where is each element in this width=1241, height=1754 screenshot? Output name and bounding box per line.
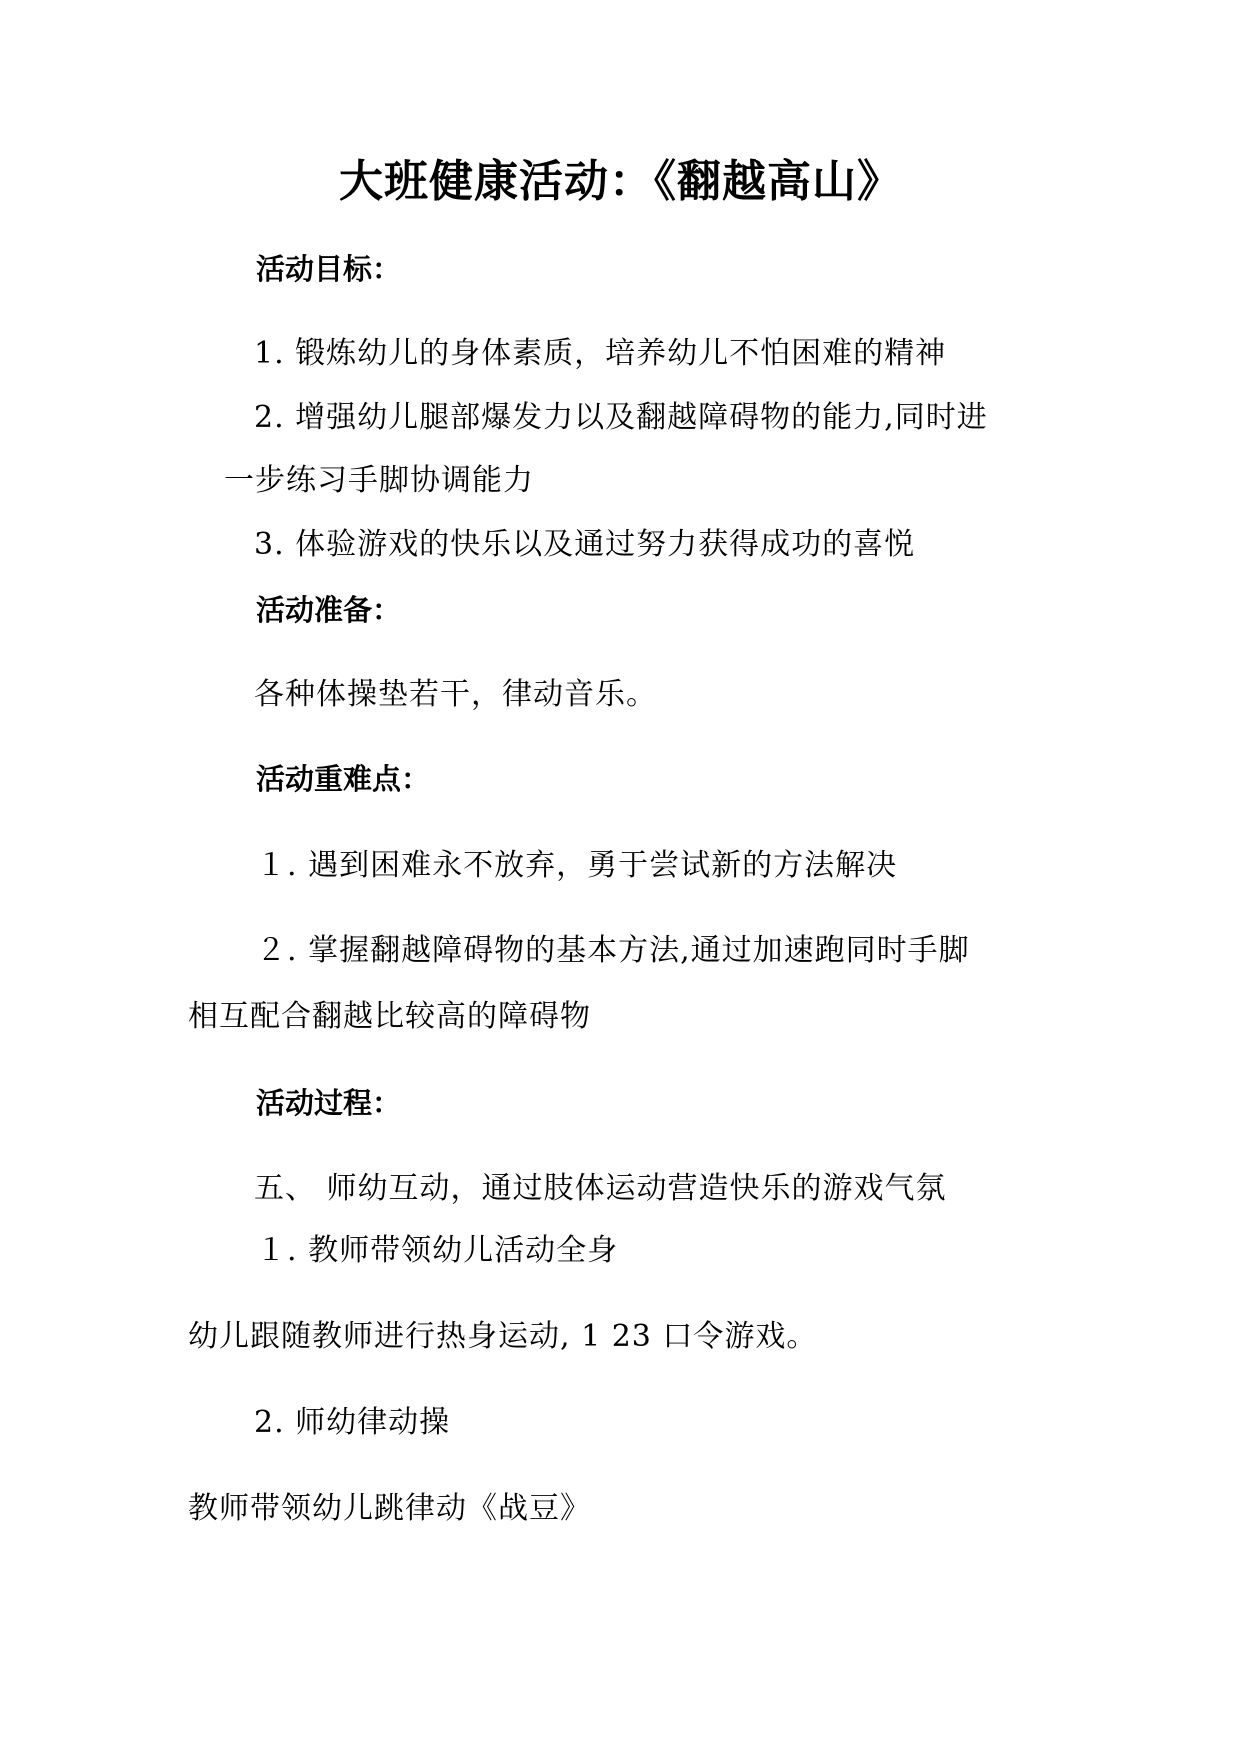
key-point-item-2: ２. 掌握翻越障碍物的基本方法,通过加速跑同时手脚 (256, 933, 970, 968)
key-point-item-2-continuation: 相互配合翻越比较高的障碍物 (188, 999, 591, 1034)
goal-item-2-continuation: 一步练习手脚协调能力 (224, 463, 534, 498)
goals-heading: 活动目标： (256, 252, 402, 286)
process-line-4: 2. 师幼律动操 (254, 1405, 451, 1440)
process-line-2: １. 教师带领幼儿活动全身 (256, 1233, 619, 1268)
process-heading: 活动过程： (256, 1086, 402, 1120)
goal-item-2: 2. 增强幼儿腿部爆发力以及翻越障碍物的能力,同时进 (254, 400, 988, 435)
goal-item-1: 1. 锻炼幼儿的身体素质，培养幼儿不怕困难的精神 (254, 336, 947, 371)
process-line-1: 五、 师幼互动，通过肢体运动营造快乐的游戏气氛 (254, 1171, 947, 1206)
process-line-5: 教师带领幼儿跳律动《战豆》 (188, 1491, 591, 1526)
process-line-3: 幼儿跟随教师进行热身运动, 1 23 口令游戏。 (188, 1319, 818, 1354)
key-point-item-1: １. 遇到困难永不放弃，勇于尝试新的方法解决 (256, 848, 898, 883)
page-title: 大班健康活动：《翻越高山》 (339, 156, 902, 207)
key-points-heading: 活动重难点： (256, 762, 431, 796)
preparation-heading: 活动准备： (256, 593, 402, 627)
goal-item-3: 3. 体验游戏的快乐以及通过努力获得成功的喜悦 (254, 527, 916, 562)
preparation-text: 各种体操垫若干，律动音乐。 (254, 677, 657, 712)
